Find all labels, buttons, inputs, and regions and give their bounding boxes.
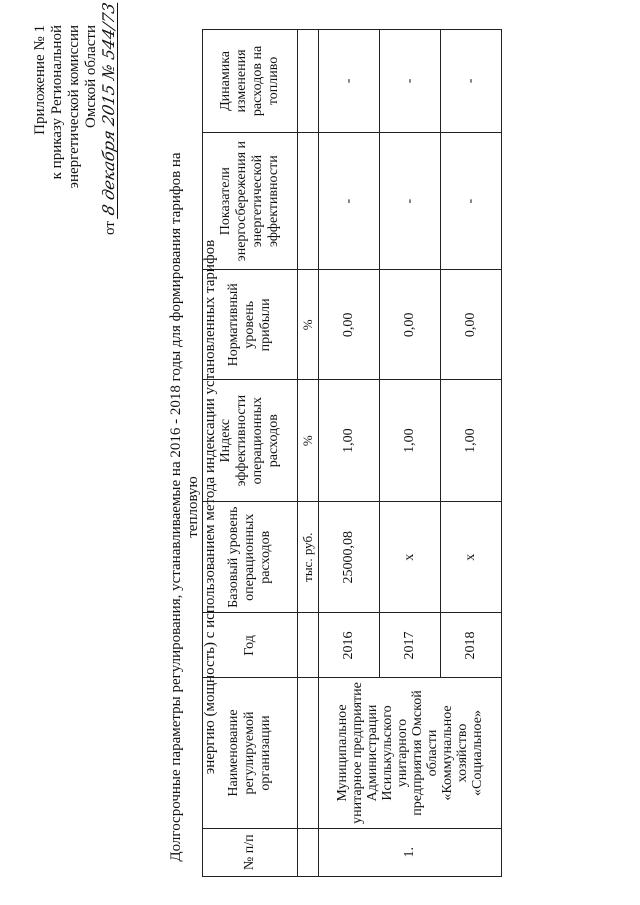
unit-cell-empty bbox=[298, 613, 319, 678]
annex-date-line bbox=[99, 1, 119, 235]
title-line-1: Долгосрочные параметры регулирования, устанавливаемые на 2016 - 2018 годы для формирования тарифов на тепловую bbox=[168, 152, 201, 862]
cell-energy-saving: - bbox=[319, 132, 380, 270]
cell-energy-saving: - bbox=[380, 132, 441, 270]
unit-normative-profit: % bbox=[298, 270, 319, 380]
unit-cell-empty bbox=[298, 30, 319, 133]
header-base-opex: Базовый уровень операционных расходов bbox=[203, 502, 298, 613]
header-number: № п/п bbox=[203, 828, 298, 876]
table-header-row bbox=[203, 30, 298, 877]
unit-cell-empty bbox=[298, 828, 319, 876]
cell-fuel-dynamics: - bbox=[319, 30, 380, 133]
annex-line-4: Омской области bbox=[83, 25, 99, 128]
header-year: Год bbox=[203, 613, 298, 678]
header-energy-saving: Показатели энергосбережения и энергетической эффективности bbox=[203, 132, 298, 270]
cell-efficiency-index: 1,00 bbox=[319, 380, 380, 502]
cell-base-opex: x bbox=[441, 502, 502, 613]
cell-energy-saving: - bbox=[441, 132, 502, 270]
annex-from-prefix: от bbox=[102, 221, 118, 235]
annex-block bbox=[32, 1, 119, 235]
organization-name: Муниципальное унитарное предприятие Администрации Исилькульского унитарного предприятия Омской области «Коммунальное хозяйство «Социальное» bbox=[319, 678, 502, 828]
cell-base-opex: 25000,08 bbox=[319, 502, 380, 613]
annex-line-1: Приложение № 1 bbox=[32, 25, 48, 135]
cell-year: 2017 bbox=[380, 613, 441, 678]
unit-base-opex: тыс. руб. bbox=[298, 502, 319, 613]
unit-cell-empty bbox=[298, 132, 319, 270]
unit-efficiency-index: % bbox=[298, 380, 319, 502]
cell-fuel-dynamics: - bbox=[380, 30, 441, 133]
annex-line-2: к приказу Региональной bbox=[49, 25, 65, 180]
title-line-2: энергию (мощность) с использованием метода индексации установленных тарифов bbox=[202, 239, 218, 775]
cell-normative-profit: 0,00 bbox=[319, 270, 380, 380]
annex-line-3: энергетической комиссии bbox=[66, 25, 82, 189]
cell-normative-profit: 0,00 bbox=[441, 270, 502, 380]
header-efficiency-index: Индекс эффективности операционных расходов bbox=[203, 380, 298, 502]
unit-cell-empty bbox=[298, 678, 319, 828]
cell-normative-profit: 0,00 bbox=[380, 270, 441, 380]
table-units-row bbox=[298, 30, 319, 877]
header-fuel-dynamics: Динамика изменения расходов на топливо bbox=[203, 30, 298, 133]
cell-year: 2018 bbox=[441, 613, 502, 678]
handwritten-date-number: 8 декабря 2015 № 544/73 bbox=[99, 1, 118, 218]
cell-year: 2016 bbox=[319, 613, 380, 678]
row-number: 1. bbox=[319, 828, 502, 876]
cell-efficiency-index: 1,00 bbox=[380, 380, 441, 502]
cell-fuel-dynamics: - bbox=[441, 30, 502, 133]
cell-base-opex: x bbox=[380, 502, 441, 613]
header-org-name: Наименование регулируемой организации bbox=[203, 678, 298, 828]
table-row bbox=[319, 30, 380, 877]
parameters-table bbox=[202, 29, 502, 877]
header-normative-profit: Нормативный уровень прибыли bbox=[203, 270, 298, 380]
cell-efficiency-index: 1,00 bbox=[441, 380, 502, 502]
